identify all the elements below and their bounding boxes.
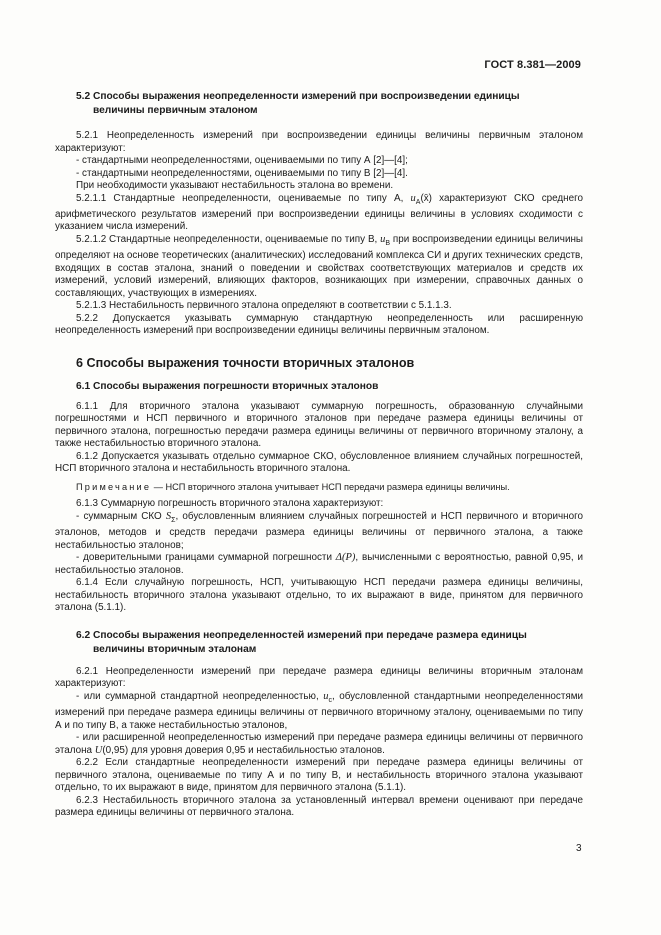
paragraph-instability: При необходимости указывают нестабильность эталона во времени. (76, 180, 394, 191)
section-5-2-heading: 5.2 Способы выражения неопределенности измерений при воспроизведении единицы величины первичным эталоном (76, 91, 520, 116)
bullet-confidence-bounds: - доверительными границами суммарной погрешности Δ(P), вычисленными с вероятностью, равной 0,95, и нестабильностью эталонов. (55, 552, 583, 576)
paragraph-5-2-2: 5.2.2 Допускается указывать суммарную стандартную неопределенность или расширенную неопределенность измерений при воспроизведении единицы величины первичным эталоном. (55, 312, 583, 337)
bullet-combined-uncertainty: - или суммарной стандартной неопределенностью, $u_c$, обусловленной стандартными неопределенностями измерений при передаче размера единицы величины от первичного вторичному эталону, оцениваемыми по типу А и по типу В, а также нестабильностью эталонов, (55, 690, 583, 731)
paragraph-5-2-1-3: 5.2.1.3 Нестабильность первичного эталона определяют в соответствии с 5.1.1.3. (76, 300, 452, 312)
paragraph-6-1-1: 6.1.1 Для вторичного эталона указывают суммарную погрешность, образованную случайными погрешностями и НСП первичного и вторичного эталонов при передаче размера единицы величины от первичного эталона, погрешностью передачи размера единицы величины от первичного вторичному эталону, а также нестабильностью вторичного эталона. (55, 400, 583, 450)
paragraph-6-2-1: 6.2.1 Неопределенности измерений при передаче размера единицы величины вторичным эталонам характеризуют: (55, 665, 583, 690)
bullet-type-b: - стандартными неопределенностями, оцениваемыми по типу В [2]—[4]. (76, 167, 408, 179)
standard-code-header: ГОСТ 8.381—2009 (484, 59, 581, 71)
paragraph-6-2-3: 6.2.3 Нестабильность вторичного эталона за установленный интервал времени оценивают при передаче размера единицы величины от первичного эталона. (55, 794, 583, 819)
section-6-1-heading: 6.1 Способы выражения погрешности вторичных эталонов (76, 380, 379, 392)
section-6-heading: 6 Способы выражения точности вторичных эталонов (76, 355, 415, 370)
page-content (55, 90, 583, 820)
paragraph-5-2-1-2: 5.2.1.2 Стандартные неопределенности, оцениваемые по типу В, $u_B$ при воспроизведении единицы величины определяют на основе теоретических (аналитических) исследований комплекса СИ и других технических средств, входящих в состав эталона, знаний о поведении и свойствах соответствующих материалов и средств их измерений, условий измерений, влияющих факторов, возникающих при измерении, справочных данных о составляющих, участвующих в измерениях. (55, 233, 584, 299)
bullet-total-sko: - суммарным СКО $S_\Sigma$, обусловленным влиянием случайных погрешностей и НСП первичного и вторичного эталонов, методов и средств передачи размера единицы величины от первичного эталона, а также нестабильностью эталонов; (55, 510, 584, 551)
paragraph-6-1-2: 6.1.2 Допускается указывать отдельно суммарное СКО, обусловленное влиянием случайных погрешностей, НСП вторичного эталона и нестабильность вторичного эталона. (55, 450, 583, 475)
paragraph-6-2-2: 6.2.2 Если стандартные неопределенности измерений при передаче размера единицы величины от первичного эталона, оцениваемые по типу А и по типу В, и нестабильность вторичного эталона указывают отдельно, то их выражают в виде, принятом для первичного эталона (5.1.1). (55, 757, 583, 794)
note: Примечание — НСП вторичного эталона учитывает НСП передачи размера единицы величины. (76, 481, 510, 492)
section-6-2-heading: 6.2 Способы выражения неопределенностей измерений при передаче размера единицы величины вторичным эталонам (76, 629, 527, 655)
bullet-expanded-uncertainty: - или расширенной неопределенностью измерений при передаче размера единицы величины от первичного эталона U(0,95) для уровня доверия 0,95 и нестабильностью эталонов. (55, 732, 583, 756)
paragraph-6-1-4: 6.1.4 Если случайную погрешность, НСП, учитывающую НСП передачи размера единицы величины, нестабильность вторичного эталона указывают отдельно, то их выражают в виде, принятом для первичного эталона (5.1.1). (55, 577, 583, 614)
page-number: 3 (576, 843, 582, 854)
paragraph-5-2-1-1: 5.2.1.1 Стандартные неопределенности, оцениваемые по типу А, $u_A(x̄)$ характеризуют СКО среднего арифметического результатов измерений при воспроизведении единицы величины в условиях сходимости с указанием числа измерений. (55, 192, 584, 233)
paragraph-6-1-3: 6.1.3 Суммарную погрешность вторичного эталона характеризуют: (76, 498, 384, 510)
bullet-type-a: - стандартными неопределенностями, оцениваемыми по типу А [2]—[4]; (76, 155, 408, 166)
paragraph-5-2-1: 5.2.1 Неопределенность измерений при воспроизведении единицы величины первичным эталоном характеризуют: (55, 130, 583, 154)
